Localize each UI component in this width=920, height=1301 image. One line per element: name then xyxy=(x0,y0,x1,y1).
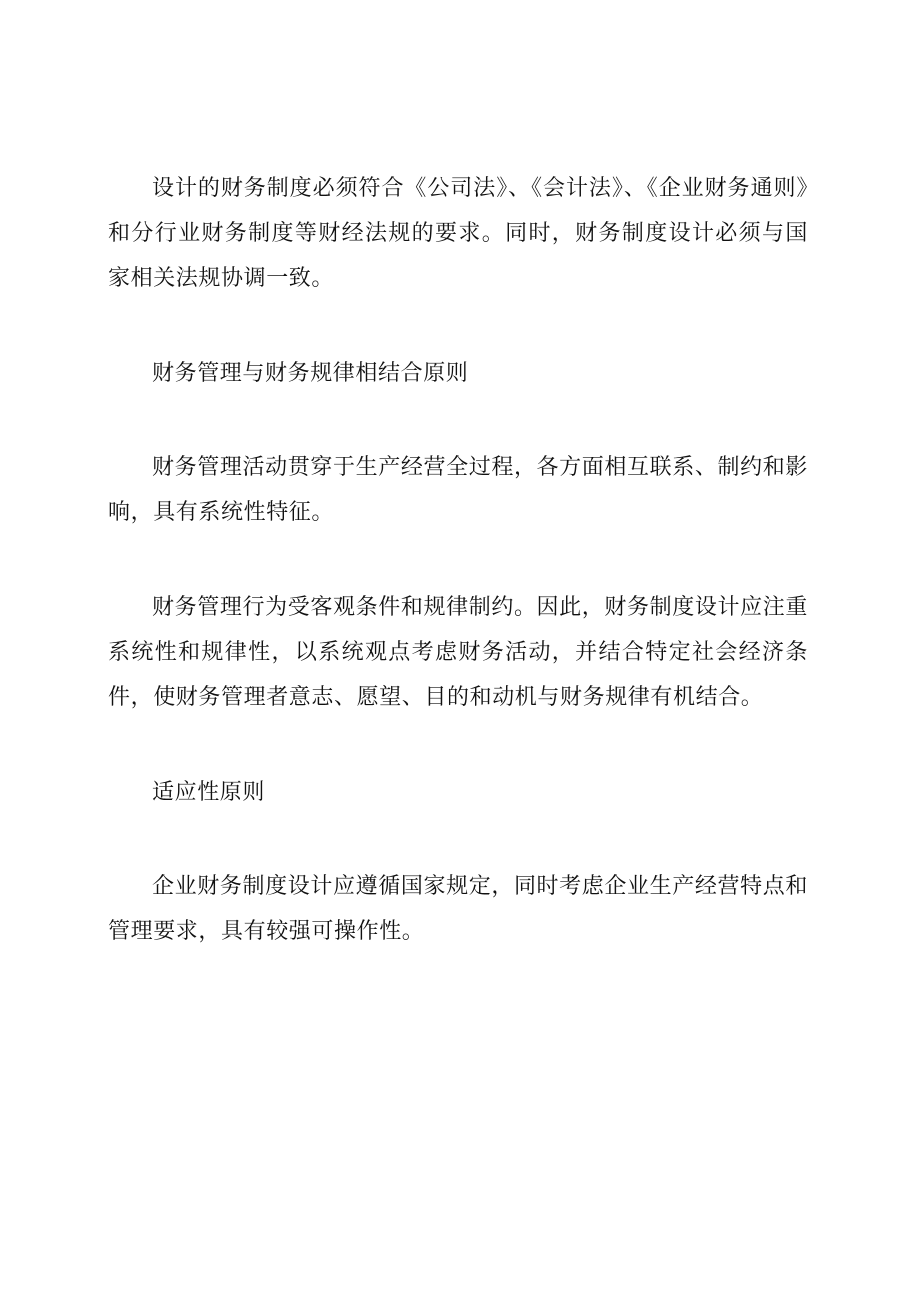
paragraph-finance-activity: 财务管理活动贯穿于生产经营全过程，各方面相互联系、制约和影响，具有系统性特征。 xyxy=(108,455,808,525)
section-heading-adaptability-principle: 适应性原则 xyxy=(152,780,266,805)
paragraph-finance-behavior: 财务管理行为受客观条件和规律制约。因此，财务制度设计应注重系统性和规律性，以系统观点考虑财务活动，并结合特定社会经济条件，使财务管理者意志、愿望、目的和动机与财务规律有机结合。 xyxy=(108,595,808,710)
paragraph-adaptability: 企业财务制度设计应遵循国家规定，同时考虑企业生产经营特点和管理要求，具有较强可操作性。 xyxy=(108,874,808,944)
document-body xyxy=(108,166,808,954)
paragraph-legal-compliance: 设计的财务制度必须符合《公司法》、《会计法》、《企业财务通则》和分行业财务制度等财经法规的要求。同时，财务制度设计必须与国家相关法规协调一致。 xyxy=(108,176,808,291)
section-heading-finance-principle: 财务管理与财务规律相结合原则 xyxy=(152,361,469,386)
